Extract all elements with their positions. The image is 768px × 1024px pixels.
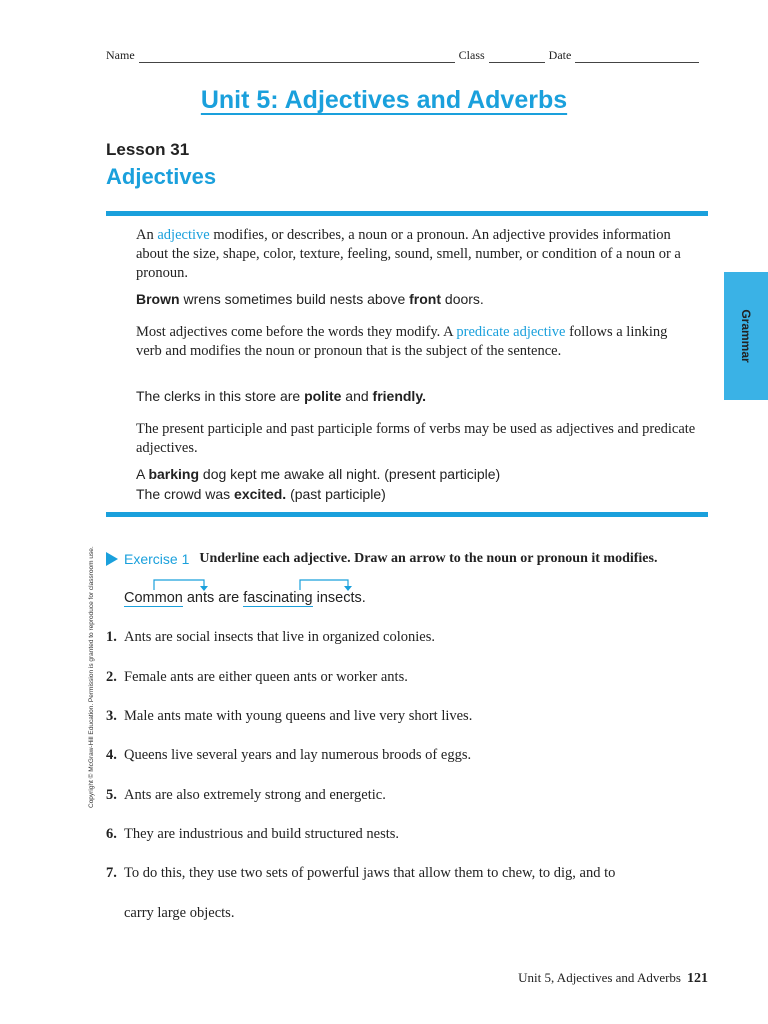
sample-adjective-common: Common [124, 590, 183, 606]
exercise-item[interactable]: 7. To do this, they use two sets of powerful jaws that allow them to chew, to dig, and to [106, 865, 616, 881]
keyword-predicate-adjective: predicate adjective [456, 324, 566, 340]
definition-paragraph: An adjective modifies, or describes, a noun or a pronoun. An adjective provides information about the size, shape, color, texture, feeling, sound, smell, number, or condition of a noun or a pronoun. [136, 227, 681, 281]
copyright-notice: Copyright © McGraw-Hill Education. Permission is granted to reproduce for classroom use. [88, 546, 95, 808]
page-footer [490, 970, 708, 987]
page-number: 121 [687, 971, 708, 986]
participle-paragraph: The present participle and past participle forms of verbs may be used as adjectives and predicate adjectives. [136, 421, 696, 456]
example-sentence-4: The crowd was excited. (past participle) [136, 486, 386, 502]
keyword-adjective: adjective [157, 227, 210, 243]
exercise-label: Exercise 1 [124, 551, 190, 567]
date-blank[interactable] [575, 50, 699, 63]
sample-adjective-fascinating: fascinating [243, 590, 313, 606]
example-sentence-3: A barking dog kept me awake all night. (present participle) [136, 466, 501, 482]
name-blank[interactable] [139, 50, 455, 63]
exercise-item-continuation[interactable]: carry large objects. [124, 905, 235, 921]
exercise-item[interactable]: 6. They are industrious and build structured nests. [106, 826, 400, 842]
play-triangle-icon [106, 552, 118, 566]
grammar-side-tab [724, 272, 768, 400]
footer-text: Unit 5, Adjectives and Adverbs [518, 970, 681, 985]
exercise-item[interactable]: 3. Male ants mate with young queens and live very short lives. [106, 708, 473, 724]
bottom-divider [106, 512, 708, 517]
class-blank[interactable] [489, 50, 545, 63]
example-sentence-2: The clerks in this store are polite and friendly. [136, 388, 426, 404]
example-sentence-1: Brown wrens sometimes build nests above front doors. [136, 291, 484, 307]
name-class-date-header [106, 48, 708, 63]
name-label: Name [106, 48, 135, 62]
exercise-item[interactable]: 1. Ants are social insects that live in organized colonies. [106, 629, 435, 645]
predicate-paragraph: Most adjectives come before the words they modify. A predicate adjective follows a linking verb and modifies the noun or pronoun that is the subject of the sentence. [136, 324, 668, 359]
side-tab-label: Grammar [739, 309, 753, 363]
lesson-number: Lesson 31 [106, 140, 190, 159]
exercise-item[interactable]: 2. Female ants are either queen ants or worker ants. [106, 669, 408, 685]
date-label: Date [548, 48, 572, 62]
unit-title: Unit 5: Adjectives and Adverbs [200, 86, 568, 114]
exercise-item[interactable]: 5. Ants are also extremely strong and energetic. [106, 787, 386, 803]
class-label: Class [458, 48, 485, 62]
top-divider [106, 211, 708, 216]
sample-sentence: Common ants are fascinating insects. [124, 590, 366, 606]
exercise-header [106, 551, 716, 567]
exercise-instruction: Underline each adjective. Draw an arrow to the noun or pronoun it modifies. [199, 551, 658, 566]
exercise-item[interactable]: 4. Queens live several years and lay numerous broods of eggs. [106, 747, 472, 763]
lesson-title: Adjectives [106, 164, 217, 189]
